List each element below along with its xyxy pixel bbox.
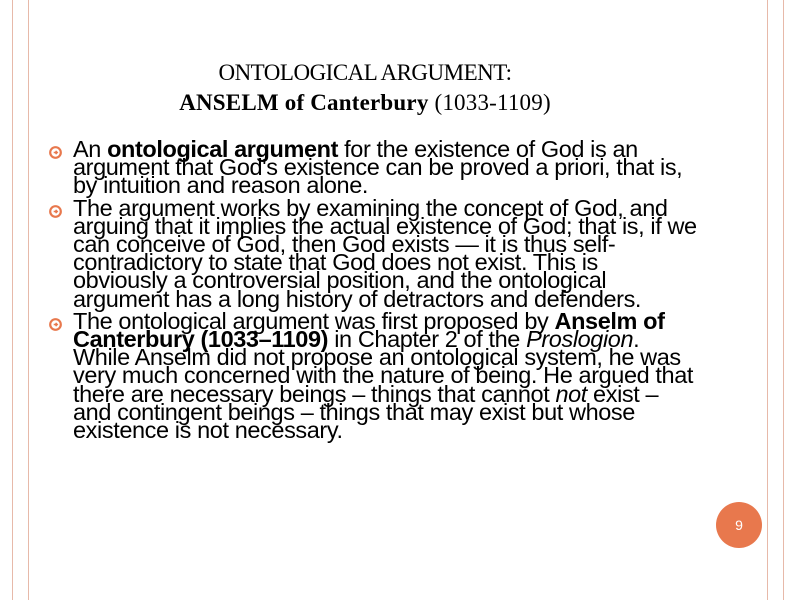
- slide-title: [60, 58, 670, 118]
- bullet-item-1: [48, 136, 698, 199]
- bullet-1-text-b: for the existence of God is an argument that God's existence can be proved a priori, that is, by intuition and reason alone.: [73, 136, 683, 199]
- circle-arrow-bullet-icon: [49, 318, 62, 331]
- bullet-3-anselm: Anselm of Canterbury (1033–1109): [73, 307, 665, 353]
- title-line-1: ONTOLOGICAL ARGUMENT:: [218, 60, 512, 85]
- page-number-badge: 9: [716, 502, 762, 548]
- title-line-2: [60, 88, 670, 118]
- right-decorative-border: [767, 0, 784, 600]
- left-decorative-border: [12, 0, 29, 600]
- bullet-1-text-a: An: [73, 136, 108, 162]
- bullet-3-not: not: [555, 380, 587, 407]
- bullet-3-text-b: in Chapter 2 of the: [328, 326, 527, 353]
- bullet-3-proslogion: Proslogion: [526, 326, 634, 353]
- title-dates: (1033-1109): [428, 90, 551, 115]
- bullet-3-text-d: exist – and contingent beings – things that may exist but whose existence is not necessary.: [73, 380, 659, 444]
- circle-arrow-bullet-icon: [49, 205, 62, 218]
- bullet-item-2: [48, 194, 698, 312]
- bullet-list: [48, 136, 698, 444]
- circle-arrow-bullet-icon: [49, 146, 62, 159]
- bullet-3-text-a: The ontological argument was first proposed by: [73, 307, 555, 334]
- bullet-3-text-c: . While Anselm did not propose an ontological system, he was very much concerned with the nature of being. He argued that there are necessary beings – things that cannot: [73, 326, 694, 407]
- title-anselm: ANSELM of Canterbury: [179, 90, 429, 115]
- bullet-1-term: ontological argument: [107, 136, 339, 162]
- bullet-2-text: The argument works by examining the concept of God, and arguing that it implies the actual existence of God; that is, if we can conceive of God, then God exists — it is thus self-contradictory to state that God does not exist. This is obviously a controversial position, and the ontological argument has a long history of detractors and defenders.: [73, 194, 697, 312]
- bullet-item-3: [48, 307, 698, 444]
